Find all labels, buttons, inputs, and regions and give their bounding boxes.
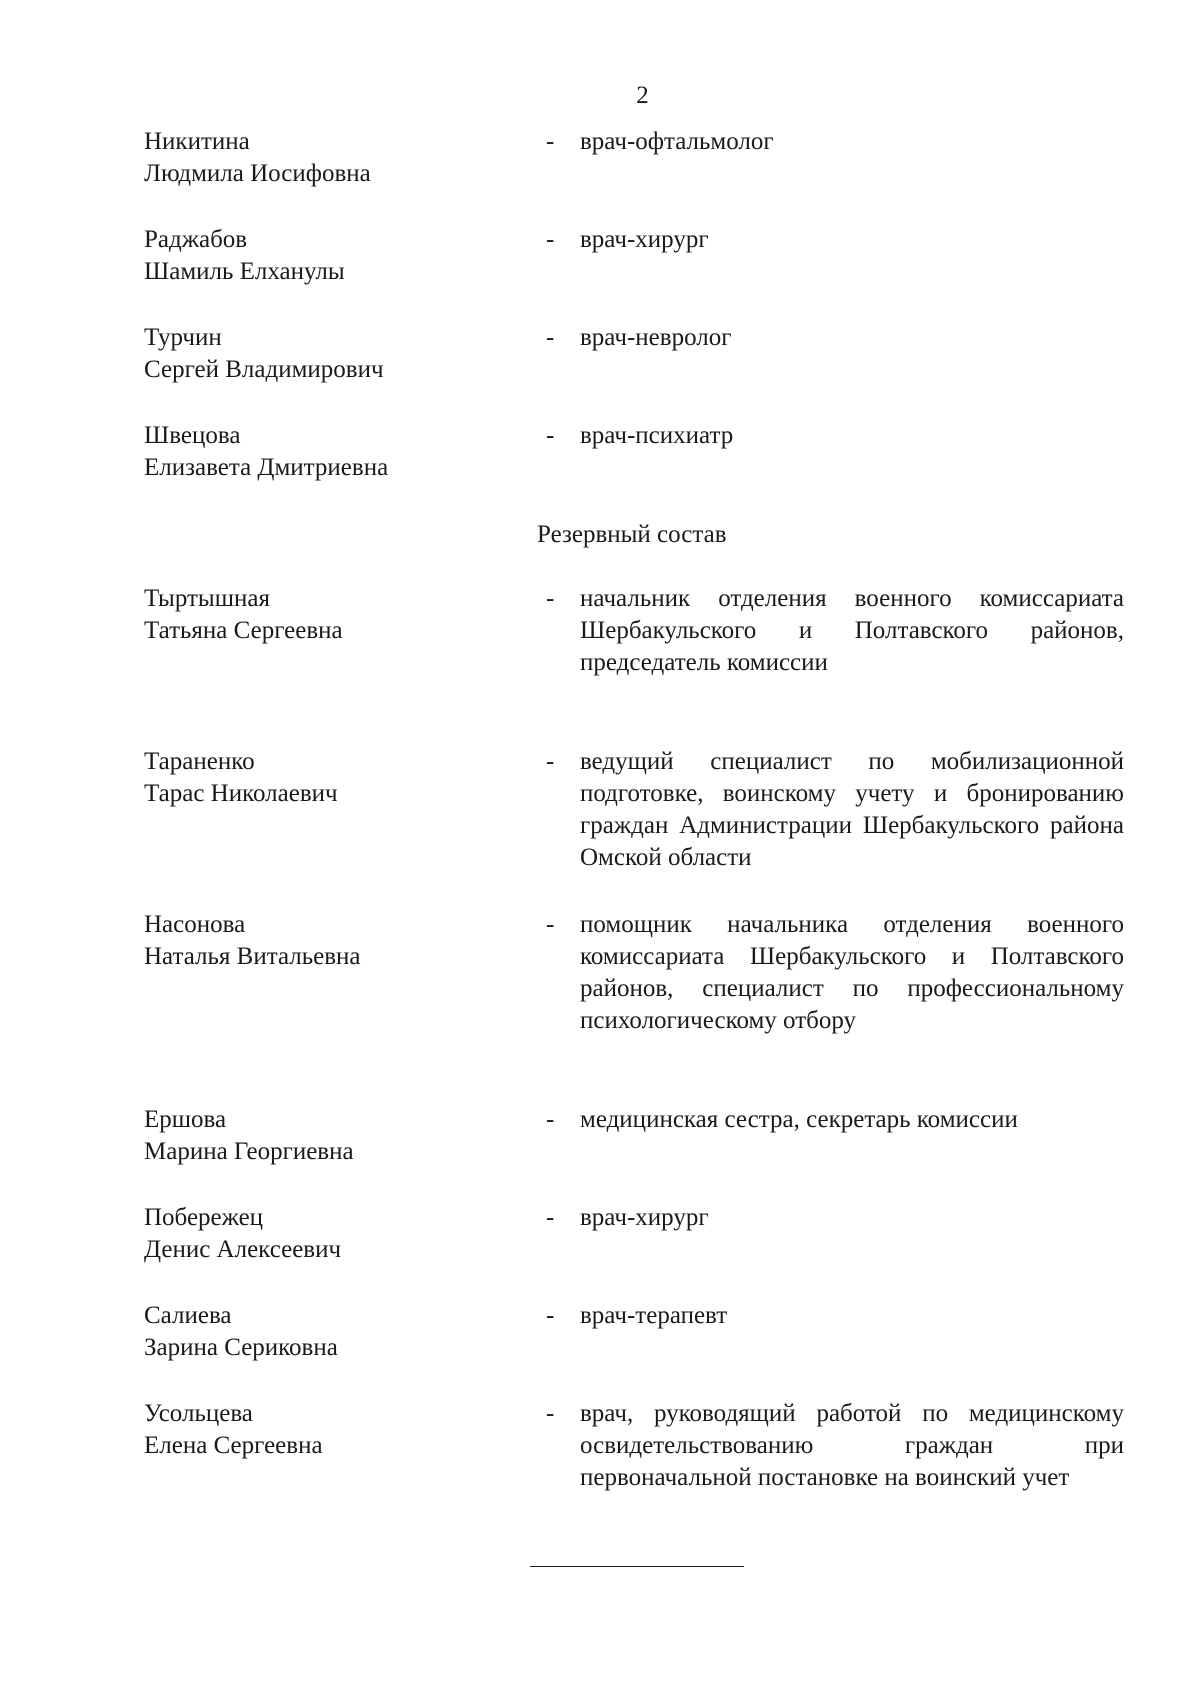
member-given-names: Людмила Иосифовна [144,160,371,187]
member-given-names: Наталья Витальевна [144,943,361,970]
member-name [144,1300,544,1364]
reserve-member-entry [144,1202,1124,1266]
reserve-member-entry [144,909,1124,1034]
member-name [144,1202,544,1266]
member-name [144,746,544,810]
member-entry [144,420,1124,484]
member-role: медицинская сестра, секретарь комиссии [580,1106,1018,1133]
member-name [144,420,544,484]
member-name [144,909,544,973]
member-entry [144,224,1124,288]
member-given-names: Денис Алексеевич [144,1236,342,1263]
closing-rule [530,1566,744,1567]
member-surname: Турчин [144,324,222,351]
member-role: врач-офтальмолог [580,128,774,155]
member-given-names: Зарина Сериковна [144,1334,338,1361]
dash-separator: - [546,1204,555,1231]
member-surname: Тараненко [144,748,255,775]
reserve-member-entry [144,583,1124,676]
page-number: 2 [636,82,649,109]
member-role: врач, руководящий работой по медицинскому освидетельствованию граждан при первоначальной постановке на воинский учет [580,1400,1124,1491]
member-role: врач-психиатр [580,422,734,449]
member-surname: Насонова [144,911,246,938]
member-name [144,583,544,647]
reserve-member-entry [144,1300,1124,1364]
dash-separator: - [546,585,555,612]
reserve-section-title: Резервный состав [537,521,727,548]
member-entry [144,126,1124,190]
member-surname: Тыртышная [144,585,270,612]
member-role: помощник начальника отделения военного комиссариата Шербакульского и Полтавского районов, специалист по профессиональному психологическому отбору [580,911,1124,1034]
member-surname: Раджабов [144,226,248,253]
member-given-names: Татьяна Сергеевна [144,617,343,644]
member-role: врач-терапевт [580,1302,728,1329]
member-role: врач-невролог [580,324,732,351]
member-surname: Ершова [144,1106,227,1133]
dash-separator: - [546,226,555,253]
member-given-names: Елизавета Дмитриевна [144,454,389,481]
member-name [144,224,544,288]
dash-separator: - [546,748,555,775]
member-surname: Побережец [144,1204,264,1231]
dash-separator: - [546,422,555,449]
member-given-names: Елена Сергеевна [144,1432,323,1459]
member-name [144,1104,544,1168]
reserve-member-entry [144,1398,1124,1491]
member-surname: Салиева [144,1302,232,1329]
reserve-member-entry [144,746,1124,871]
member-name [144,126,544,190]
dash-separator: - [546,1106,555,1133]
member-role: врач-хирург [580,1204,709,1231]
member-entry [144,322,1124,386]
member-surname: Никитина [144,128,250,155]
member-surname: Усольцева [144,1400,253,1427]
member-given-names: Марина Георгиевна [144,1138,354,1165]
member-name [144,1398,544,1462]
member-role: начальник отделения военного комиссариата Шербакульского и Полтавского районов, председатель комиссии [580,585,1124,676]
member-role: врач-хирург [580,226,709,253]
member-given-names: Тарас Николаевич [144,780,338,807]
dash-separator: - [546,911,555,938]
dash-separator: - [546,128,555,155]
dash-separator: - [546,1302,555,1329]
member-given-names: Сергей Владимирович [144,356,384,383]
member-surname: Швецова [144,422,241,449]
member-given-names: Шамиль Елханулы [144,258,345,285]
member-role: ведущий специалист по мобилизационной подготовке, воинскому учету и бронированию граждан Администрации Шербакульского района Омской области [580,748,1124,871]
member-name [144,322,544,386]
dash-separator: - [546,1400,555,1427]
dash-separator: - [546,324,555,351]
reserve-member-entry [144,1104,1124,1168]
